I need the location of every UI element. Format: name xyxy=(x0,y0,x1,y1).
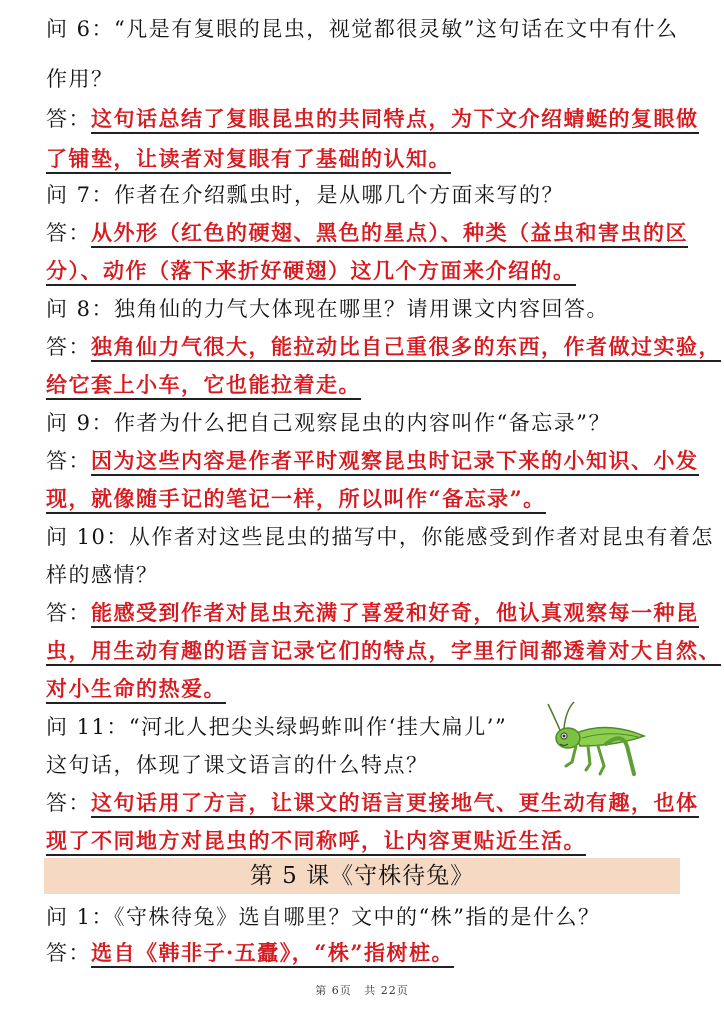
lesson-header-bar xyxy=(44,858,680,894)
answer-8-text-2: 给它套上小车，它也能拉着走。 xyxy=(46,372,361,400)
question-8: 问 8：独角仙的力气大体现在哪里？请用课文内容回答。 xyxy=(46,297,610,321)
answer-7-line-2 xyxy=(46,256,576,286)
question-10-line-2: 样的感情？ xyxy=(46,563,159,587)
answer-6-text-2: 了铺垫，让读者对复眼有了基础的认知。 xyxy=(46,146,451,174)
page-footer xyxy=(0,982,724,998)
answer-label: 答： xyxy=(46,107,91,131)
question-10-line-1: 问 10：从作者对这些昆虫的描写中，你能感受到作者对昆虫有着怎 xyxy=(46,525,714,549)
answer-label: 答： xyxy=(46,601,91,625)
answer-9-text-1: 因为这些内容是作者平时观察昆虫时记录下来的小知识、小发 xyxy=(91,448,699,476)
answer-9-line-1 xyxy=(46,446,699,476)
question-11-line-2: 这句话，体现了课文语言的什么特点？ xyxy=(46,753,429,777)
answer-label: 答： xyxy=(46,941,91,965)
question-11-line-1: 问 11：“河北人把尖头绿蚂蚱叫作‘挂大扁儿’” xyxy=(46,715,508,739)
answer-label: 答： xyxy=(46,221,91,245)
page-total: 共 22页 xyxy=(364,984,409,997)
lesson-5-answer-1-text: 选自《韩非子·五蠹》，“株”指树桩。 xyxy=(91,940,454,968)
answer-10-text-3: 对小生命的热爱。 xyxy=(46,676,226,704)
answer-label: 答： xyxy=(46,449,91,473)
answer-10-line-1 xyxy=(46,598,699,628)
page-number: 第 6页 xyxy=(315,984,352,997)
question-6-line-1: 问 6：“凡是有复眼的昆虫，视觉都很灵敏”这句话在文中有什么 xyxy=(46,17,679,41)
answer-11-line-2 xyxy=(46,826,586,856)
lesson-5-answer-1 xyxy=(46,938,454,968)
answer-6-line-1 xyxy=(46,104,699,134)
grasshopper-icon xyxy=(546,700,648,780)
answer-10-text-2: 虫，用生动有趣的语言记录它们的特点，字里行间都透着对大自然、 xyxy=(46,638,721,666)
question-7: 问 7：作者在介绍瓢虫时，是从哪几个方面来写的？ xyxy=(46,183,565,207)
lesson-title: 第 5 课《守株待兔》 xyxy=(249,863,475,889)
lesson-5-question-1: 问 1：《守株待兔》选自哪里？文中的“株”指的是什么？ xyxy=(46,905,601,929)
answer-7-text-1: 从外形（红色的硬翅、黑色的星点）、种类（益虫和害虫的区 xyxy=(91,220,688,248)
question-6-line-2: 作用？ xyxy=(46,67,114,91)
answer-10-line-2 xyxy=(46,636,721,666)
answer-11-line-1 xyxy=(46,788,699,818)
answer-11-text-1: 这句话用了方言，让课文的语言更接地气、更生动有趣，也体 xyxy=(91,790,699,818)
question-9: 问 9：作者为什么把自己观察昆虫的内容叫作“备忘录”？ xyxy=(46,411,612,435)
answer-8-text-1: 独角仙力气很大，能拉动比自己重很多的东西，作者做过实验， xyxy=(91,334,721,362)
answer-9-line-2 xyxy=(46,484,546,514)
answer-7-line-1 xyxy=(46,218,688,248)
answer-11-text-2: 现了不同地方对昆虫的不同称呼，让内容更贴近生活。 xyxy=(46,828,586,856)
answer-6-line-2 xyxy=(46,144,451,174)
answer-9-text-2: 现，就像随手记的笔记一样，所以叫作“备忘录”。 xyxy=(46,486,546,514)
answer-6-text-1: 这句话总结了复眼昆虫的共同特点，为下文介绍蜻蜓的复眼做 xyxy=(91,106,699,134)
answer-8-line-1 xyxy=(46,332,721,362)
answer-7-text-2: 分）、动作（落下来折好硬翅）这几个方面来介绍的。 xyxy=(46,258,576,286)
answer-label: 答： xyxy=(46,335,91,359)
answer-10-line-3 xyxy=(46,674,226,704)
answer-8-line-2 xyxy=(46,370,361,400)
answer-label: 答： xyxy=(46,791,91,815)
answer-10-text-1: 能感受到作者对昆虫充满了喜爱和好奇，他认真观察每一种昆 xyxy=(91,600,699,628)
